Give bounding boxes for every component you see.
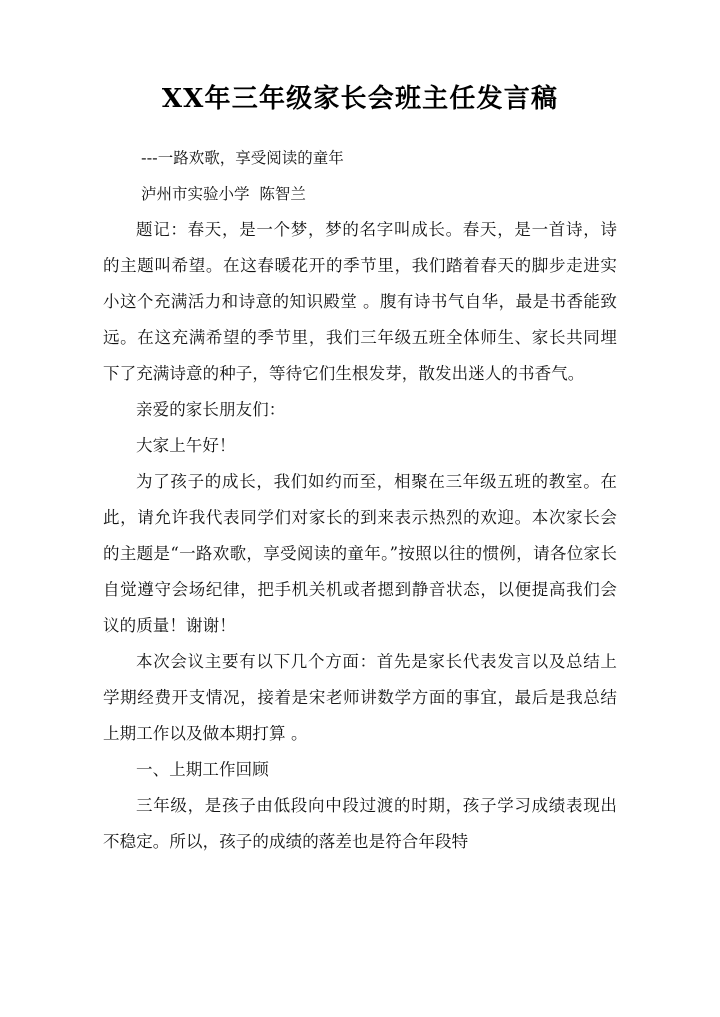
paragraph-salutation: 亲爱的家长朋友们： (136, 400, 286, 419)
document-content (103, 0, 617, 860)
paragraph-epigraph: 题记：春天，是一个梦，梦的名字叫成长。春天，是一首诗，诗的主题叫希望。在这春暖花开的季节里，我们踏着春天的脚步走进实小这个充满活力和诗意的知识殿堂 。腹有诗书气自华，最是书香能致远。在这充满希望的季节里，我们三年级五班全体师生、家长共同埋下了充满诗意的种子，等待它们生根发芽，散发出迷人的书香气。 (103, 220, 617, 383)
paragraph-agenda: 本次会议主要有以下几个方面：首先是家长代表发言以及总结上学期经费开支情况，接着是宋老师讲数学方面的事宜，最后是我总结上期工作以及做本期打算 。 (103, 652, 617, 743)
paragraph-section-1-body: 三年级，是孩子由低段向中段过渡的时期，孩子学习成绩表现出不稳定。所以，孩子的成绩的落差也是符合年段特 (103, 796, 617, 851)
page-title: XX年三年级家长会班主任发言稿 (161, 84, 559, 114)
document-byline: 泸州市实验小学 陈智兰 (141, 185, 306, 203)
paragraph-greeting: 大家上午好！ (136, 436, 236, 455)
document-subtitle: ---一路欢歌，享受阅读的童年 (141, 149, 344, 167)
paragraph-welcome: 为了孩子的成长，我们如约而至，相聚在三年级五班的教室。在此，请允许我代表同学们对家长的到来表示热烈的欢迎。本次家长会的主题是“一路欢歌，享受阅读的童年。”按照以往的惯例，请各位家长自觉遵守会场纪律，把手机关机或者摁到静音状态，以便提高我们会议的质量！谢谢！ (103, 472, 617, 635)
section-heading-1: 一、上期工作回顾 (136, 760, 269, 779)
